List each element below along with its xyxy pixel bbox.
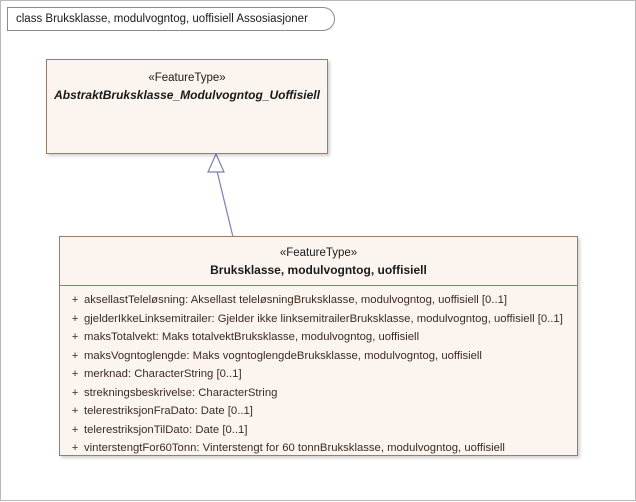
attribute-row[interactable] [60, 328, 577, 347]
attribute-text: gjelderIkkeLinksemitrailer: Gjelder ikke linksemitrailerBruksklasse, modulvogntog, uoffisiell [0..1] [84, 312, 563, 325]
attribute-visibility: + [71, 386, 79, 399]
attribute-row[interactable] [60, 310, 577, 329]
class-header [47, 60, 327, 110]
class-header [60, 237, 577, 285]
attribute-row[interactable] [60, 384, 577, 403]
attribute-visibility: + [71, 349, 79, 362]
attribute-visibility: + [71, 331, 79, 344]
attribute-row[interactable] [60, 421, 577, 440]
attribute-text: telerestriksjonFraDato: Date [0..1] [84, 405, 253, 418]
attribute-row[interactable] [60, 402, 577, 421]
class-box-bruksklasse-modulvogntog-uoffisiell[interactable] [59, 236, 578, 456]
attribute-visibility: + [71, 312, 79, 325]
attribute-text: strekningsbeskrivelse: CharacterString [84, 386, 278, 399]
attribute-row[interactable] [60, 365, 577, 384]
diagram-title: class Bruksklasse, modulvogntog, uoffisiell Assosiasjoner [16, 13, 308, 25]
attribute-visibility: + [71, 442, 79, 455]
attribute-text: maksVogntoglengde: Maks vogntoglengdeBruksklasse, modulvogntog, uoffisiell [84, 349, 482, 362]
diagram-title-tab [7, 7, 335, 31]
attribute-text: merknad: CharacterString [0..1] [84, 368, 242, 381]
attribute-text: vinterstengtFor60Tonn: Vinterstengt for 60 tonnBruksklasse, modulvogntog, uoffisiell [84, 442, 505, 455]
attribute-row[interactable] [60, 291, 577, 310]
attribute-visibility: + [71, 423, 79, 436]
attribute-visibility: + [71, 368, 79, 381]
class-stereotype: «FeatureType» [279, 247, 358, 259]
attribute-row[interactable] [60, 439, 577, 458]
class-name: Bruksklasse, modulvogntog, uoffisiell [210, 262, 427, 277]
attribute-visibility: + [71, 405, 79, 418]
attribute-text: aksellastTeleløsning: Aksellast teleløsningBruksklasse, modulvogntog, uoffisiell [0..1] [84, 294, 508, 307]
attribute-list [60, 286, 577, 466]
attribute-text: maksTotalvekt: Maks totalvektBruksklasse, modulvogntog, uoffisiell [84, 331, 420, 344]
attribute-visibility: + [71, 294, 79, 307]
class-stereotype: «FeatureType» [148, 72, 226, 84]
attribute-text: telerestriksjonTilDato: Date [0..1] [84, 423, 248, 436]
class-box-abstraktbruksklasse-modulvogntog-uoffisiell[interactable] [46, 59, 328, 154]
attribute-row[interactable] [60, 347, 577, 366]
class-name: AbstraktBruksklasse_Modulvogntog_Uoffisiell [54, 87, 320, 102]
